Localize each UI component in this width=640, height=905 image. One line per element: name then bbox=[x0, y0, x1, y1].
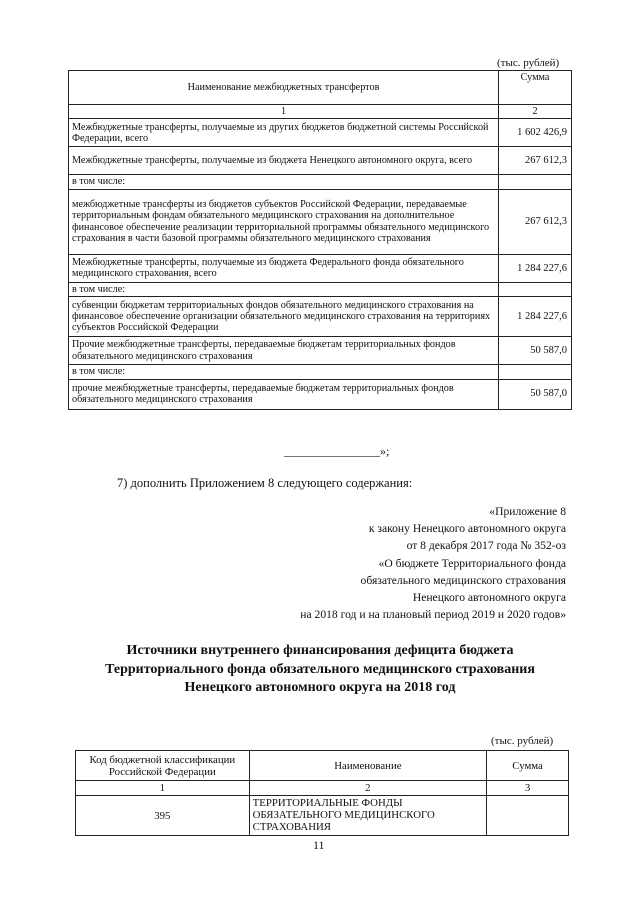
transfer-name: в том числе: bbox=[69, 365, 499, 379]
table-row bbox=[69, 379, 572, 409]
unit-label-top: (тыс. рублей) bbox=[497, 57, 560, 69]
heading-line-2: Территориального фонда обязательного медицинского страхования bbox=[105, 661, 535, 677]
sources-header-code: Код бюджетной классификации Российской Федерации bbox=[76, 751, 250, 781]
transfer-name: Межбюджетные трансферты, получаемые из других бюджетов бюджетной системы Российской Федерации, всего bbox=[69, 119, 499, 147]
sources-colnum-3: 3 bbox=[487, 781, 569, 796]
table-row bbox=[69, 282, 572, 296]
source-code: 395 bbox=[76, 796, 250, 836]
transfer-name: прочие межбюджетные трансферты, передаваемые бюджетам территориальных фондов обязательного медицинского страхования bbox=[69, 379, 499, 409]
transfer-sum: 1 602 426,9 bbox=[499, 119, 572, 147]
table-row bbox=[76, 796, 569, 836]
closing-mark: ________________»; bbox=[284, 444, 390, 458]
table-row bbox=[69, 365, 572, 379]
appendix-reference bbox=[300, 503, 566, 623]
sources-header-sum: Сумма bbox=[487, 751, 569, 781]
transfers-colnum-1: 1 bbox=[69, 105, 499, 119]
sources-colnum-1: 1 bbox=[76, 781, 250, 796]
financing-sources-table bbox=[75, 750, 569, 836]
transfers-header-sum: Сумма bbox=[499, 71, 572, 105]
transfer-sum: 267 612,3 bbox=[499, 147, 572, 175]
transfer-name: Межбюджетные трансферты, получаемые из бюджета Федерального фонда обязательного медицинского страхования, всего bbox=[69, 254, 499, 282]
table-row bbox=[69, 175, 572, 189]
transfer-sum bbox=[499, 175, 572, 189]
source-name: ТЕРРИТОРИАЛЬНЫЕ ФОНДЫ ОБЯЗАТЕЛЬНОГО МЕДИЦИНСКОГО СТРАХОВАНИЯ bbox=[249, 796, 487, 836]
table-row bbox=[69, 189, 572, 254]
source-sum bbox=[487, 796, 569, 836]
transfer-sum: 267 612,3 bbox=[499, 189, 572, 254]
appendix-line-1: «Приложение 8 bbox=[489, 505, 566, 518]
section-heading bbox=[60, 642, 580, 698]
transfer-sum: 50 587,0 bbox=[499, 379, 572, 409]
transfer-sum: 50 587,0 bbox=[499, 337, 572, 365]
unit-label-second: (тыс. рублей) bbox=[491, 735, 554, 747]
heading-line-1: Источники внутреннего финансирования дефицита бюджета bbox=[126, 643, 514, 658]
table-row bbox=[69, 147, 572, 175]
transfer-sum: 1 284 227,6 bbox=[499, 254, 572, 282]
table-row bbox=[69, 119, 572, 147]
table-row bbox=[69, 254, 572, 282]
transfer-name: в том числе: bbox=[69, 175, 499, 189]
table-row bbox=[69, 337, 572, 365]
appendix-line-4: «О бюджете Территориального фонда bbox=[378, 556, 566, 570]
transfer-name: субвенции бюджетам территориальных фондов обязательного медицинского страхования на финансовое обеспечение организации обязательного медицинского страхования на территориях субъектов Российской Федерации bbox=[69, 297, 499, 337]
table-row bbox=[69, 297, 572, 337]
transfer-name: в том числе: bbox=[69, 282, 499, 296]
transfers-header-name: Наименование межбюджетных трансфертов bbox=[69, 71, 499, 105]
appendix-line-3: от 8 декабря 2017 года № 352-оз bbox=[406, 539, 566, 553]
transfer-sum bbox=[499, 365, 572, 379]
appendix-line-7: на 2018 год и на плановый период 2019 и 2020 годов» bbox=[300, 608, 566, 622]
transfer-name: межбюджетные трансферты из бюджетов субъектов Российской Федерации, передаваемые территориальным фондам обязательного медицинского страхования на дополнительное финансовое обеспечение реализации территориальной программы обязательного медицинского страхования в части базовой программы обязательного медицинского страхования bbox=[69, 189, 499, 254]
page-number: 11 bbox=[313, 838, 325, 852]
transfers-table bbox=[68, 70, 572, 410]
appendix-line-2: к закону Ненецкого автономного округа bbox=[368, 522, 566, 536]
transfer-name: Межбюджетные трансферты, получаемые из бюджета Ненецкого автономного округа, всего bbox=[69, 147, 499, 175]
paragraph-7: 7) дополнить Приложением 8 следующего содержания: bbox=[117, 476, 413, 490]
sources-colnum-2: 2 bbox=[249, 781, 487, 796]
transfers-colnum-2: 2 bbox=[499, 105, 572, 119]
heading-line-3: Ненецкого автономного округа на 2018 год bbox=[184, 680, 456, 695]
transfer-name: Прочие межбюджетные трансферты, передаваемые бюджетам территориальных фондов обязательного медицинского страхования bbox=[69, 337, 499, 365]
sources-header-name: Наименование bbox=[249, 751, 487, 781]
appendix-line-5: обязательного медицинского страхования bbox=[360, 573, 566, 587]
appendix-line-6: Ненецкого автономного округа bbox=[412, 591, 566, 605]
transfer-sum: 1 284 227,6 bbox=[499, 297, 572, 337]
transfer-sum bbox=[499, 282, 572, 296]
